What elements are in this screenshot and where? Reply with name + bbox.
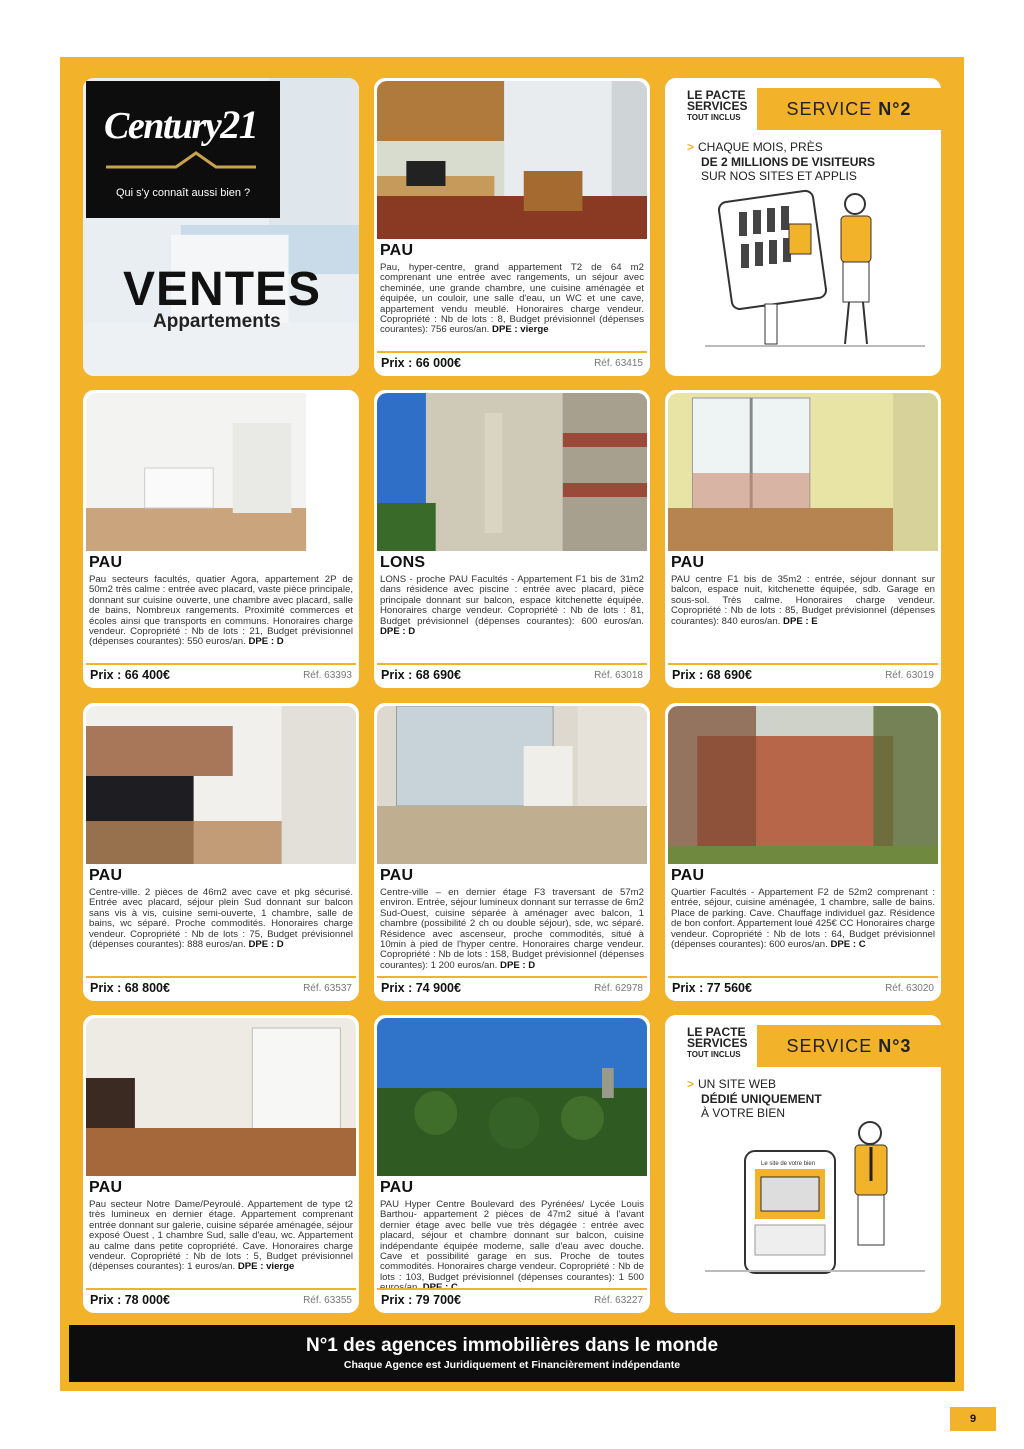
listing-card[interactable]	[80, 1012, 362, 1316]
man-presenting-website-icon	[705, 1121, 925, 1291]
dpe-rating: DPE : vierge	[492, 324, 549, 336]
service-text: > UN SITE WEB DÉDIÉ UNIQUEMENT À VOTRE BIEN	[687, 1077, 822, 1120]
listing-city: PAU	[380, 867, 414, 884]
footer-subline: Chaque Agence est Juridiquement et Financièrement indépendante	[343, 1359, 681, 1371]
listing-description: PAU Hyper Centre Boulevard des Pyrénées/ Lycée Louis Barthou- appartement 2 pièces de 47m2 situé à l'avant dernier étage avec belle vue très dégagée : entrée avec placard, séjour et chambre donnant sur balcon, cuisine indépendante équipée moderne, salle d'eau avec douche. Cave et possibilité garage en sus. Proche de toutes commodités. Honoraires charge vendeur. Copropriété : Nb de lots : 103, Budget prévisionnel (dépenses courantes): 1 500 euros/an. DPE : C	[380, 1199, 644, 1294]
dpe-rating: DPE : D	[248, 636, 284, 648]
price-bar	[668, 663, 938, 685]
footer-banner	[69, 1325, 955, 1382]
listing-price: Prix : 74 900€	[381, 981, 461, 995]
listing-photo	[86, 706, 356, 864]
listing-photo	[377, 81, 647, 239]
pacte-services-label: LE PACTE SERVICES TOUT INCLUS	[687, 1025, 748, 1059]
listing-ref: Réf. 63393	[303, 669, 352, 681]
service-card-3	[662, 1012, 944, 1316]
brand-number: 21	[220, 102, 258, 147]
listing-photo	[377, 1018, 647, 1176]
listing-ref: Réf. 63537	[303, 982, 352, 994]
listing-photo	[668, 706, 938, 864]
listing-card[interactable]	[662, 387, 944, 691]
price-bar	[377, 1288, 647, 1310]
woman-presenting-tablet-icon	[705, 184, 925, 354]
listing-city: PAU	[671, 554, 705, 571]
listing-card[interactable]	[371, 1012, 653, 1316]
service-card-2	[662, 75, 944, 379]
listing-description: PAU centre F1 bis de 35m2 : entrée, séjour donnant sur balcon, espace nuit, kitchenette équipée, sdb. Garage en sous-sol. Très calme. Honoraires charge vendeur. Copropriété : Nb de lots : 85, Budget prévisionnel (dépenses courantes): 840 euros/an. DPE : E	[671, 574, 935, 627]
listing-price: Prix : 68 690€	[672, 668, 752, 682]
listing-photo	[377, 393, 647, 551]
listing-description: Centre-ville. 2 pièces de 46m2 avec cave et pkg sécurisé. Entrée avec placard, séjour plein Sud donnant sur balcon sans vis à vis, cuisine semi-ouverte, 1 chambre, salle de bains, wc séparé. Proche commodités. Honoraires charge vendeur. Copropriété : Nb de lots : 75, Budget prévisionnel (dépenses courantes): 888 euros/an. DPE : D	[89, 887, 353, 951]
price-bar	[668, 976, 938, 998]
service-text: > CHAQUE MOIS, PRÈS DE 2 MILLIONS DE VISITEURS SUR NOS SITES ET APPLIS	[687, 140, 876, 183]
listing-city: PAU	[671, 867, 705, 884]
listing-card[interactable]	[80, 700, 362, 1004]
listing-city: PAU	[380, 242, 414, 259]
listing-price: Prix : 66 400€	[90, 668, 170, 682]
price-bar	[86, 663, 356, 685]
listing-ref: Réf. 63227	[594, 1294, 643, 1306]
screen-caption: Le site de votre bien	[761, 1161, 816, 1167]
listing-photo	[668, 393, 938, 551]
listing-city: LONS	[380, 554, 426, 571]
price-bar	[86, 976, 356, 998]
listing-photo	[86, 1018, 356, 1176]
listing-description: LONS - proche PAU Facultés - Appartement F1 bis de 31m2 dans résidence avec piscine : entrée avec placard, pièce principale donnant sur balcon, espace kitchenette équipée. Honoraires charge vendeur. Copropriété : Nb de lots : 81, Budget prévisionnel (dépenses courantes): 600 euros/an. DPE : D	[380, 574, 644, 638]
listing-price: Prix : 79 700€	[381, 1293, 461, 1307]
listing-city: PAU	[89, 554, 123, 571]
price-bar	[377, 663, 647, 685]
tagline: Qui s'y connaît aussi bien ?	[116, 187, 251, 199]
listing-ref: Réf. 62978	[594, 982, 643, 994]
listing-card[interactable]	[662, 700, 944, 1004]
listing-photo	[377, 706, 647, 864]
listing-ref: Réf. 63018	[594, 669, 643, 681]
listing-card[interactable]	[371, 387, 653, 691]
century21-logo	[86, 81, 280, 218]
listing-price: Prix : 68 800€	[90, 981, 170, 995]
brand-name: Century	[104, 105, 221, 147]
dpe-rating: DPE : D	[500, 959, 536, 971]
price-bar	[86, 1288, 356, 1310]
dpe-rating: DPE : vierge	[237, 1261, 295, 1273]
dpe-rating: DPE : D	[380, 626, 416, 638]
footer-headline: N°1 des agences immobilières dans le monde	[305, 1335, 719, 1356]
listing-ref: Réf. 63415	[594, 357, 643, 369]
listing-description: Pau, hyper-centre, grand appartement T2 de 64 m2 comprenant une entrée avec rangements, un séjour avec cheminée, une grande chambre, une cuisine aménagée et équipée, un couloir, une salle d'eau, un WC et une cave, appartement vendu meublé. Honoraires charge vendeur. Copropriété : Nb de lots : 8, Budget prévisionnel (dépenses courantes): 756 euros/an. DPE : vierge	[380, 262, 644, 336]
listing-price: Prix : 78 000€	[90, 1293, 170, 1307]
arrow-icon: >	[687, 1077, 695, 1091]
listing-price: Prix : 77 560€	[672, 981, 752, 995]
price-bar	[377, 351, 647, 373]
dpe-rating: DPE : C	[830, 939, 866, 951]
page-subtitle: Appartements	[153, 311, 281, 332]
listing-price: Prix : 66 000€	[381, 356, 461, 370]
listing-ref: Réf. 63355	[303, 1294, 352, 1306]
listing-city: PAU	[89, 867, 123, 884]
price-bar	[377, 976, 647, 998]
listing-description: Centre-ville – en dernier étage F3 traversant de 57m2 environ. Entrée, séjour lumineux donnant sur terrasse de 6m2 Sud-Ouest, cuisine séparée à aménager avec balcon, 1 chambre (possibilité 2 ch ou double séjour), sde, wc séparé. Résidence avec ascenseur, proche commodités, situé à 10min à pied de l'hyper centre. Honoraires charge vendeur. Copropriété : Nb de lots : 158, Budget prévisionnel (dépenses courantes): 1 200 euros/an. DPE : D	[380, 887, 644, 971]
listing-ref: Réf. 63020	[885, 982, 934, 994]
service-badge: SERVICE N°2	[757, 88, 941, 130]
listing-photo	[86, 393, 356, 551]
page-number: 9	[950, 1407, 996, 1431]
pacte-services-label: LE PACTE SERVICES TOUT INCLUS	[687, 88, 748, 122]
listing-city: PAU	[380, 1179, 414, 1196]
listing-ref: Réf. 63019	[885, 669, 934, 681]
intro-card	[80, 75, 362, 379]
listing-card[interactable]	[371, 700, 653, 1004]
arrow-icon: >	[687, 140, 695, 154]
listing-description: Pau secteurs facultés, quatier Agora, appartement 2P de 50m2 très calme : entrée avec placard, vaste pièce principale, donnant sur cuisine ouverte, une chambre avec placard, salle de bains, Nombreux rangements. Proximité commerces et écoles ainsi que transports en communs. Honoraires charge vendeur. Copropriété : Nb de lots : 21, Budget prévisionnel (dépenses courantes): 550 euros/an. DPE : D	[89, 574, 353, 648]
listing-description: Pau secteur Notre Dame/Peyroulé. Appartement de type t2 très lumineux en dernier étage. Appartement comprenant entrée donnant sur galerie, cuisine séparée aménagée, séjour exposé Ouest , 1 chambre Sud, salle d'eau, wc. Appartement au calme dans petite copropriété. Cave. Honoraires charge vendeur. Copropriété : Nb de lots : 5, Budget prévisionnel (dépenses courantes): 1 euros/an. DPE : vierge	[89, 1199, 354, 1273]
page-title: VENTES	[123, 263, 322, 316]
service-badge: SERVICE N°3	[757, 1025, 941, 1067]
listing-price: Prix : 68 690€	[381, 668, 461, 682]
dpe-rating: DPE : E	[783, 615, 818, 627]
listing-card[interactable]	[80, 387, 362, 691]
listing-description: Quartier Facultés - Appartement F2 de 52m2 comprenant : entrée, séjour, cuisine aménagée, 1 chambre, salle de bains. Place de parking. Cave. Chauffage individuel gaz. Résidence de bon confort. Appartement loué 425€ CC Honoraires charge vendeur. Copropriété : Nb de lots : 64, Budget prévisionnel (dépenses courantes): 600 euros/an. DPE : C	[671, 887, 935, 951]
listing-city: PAU	[89, 1179, 123, 1196]
house-roof-icon	[106, 149, 256, 173]
dpe-rating: DPE : D	[248, 939, 284, 951]
dpe-rating: DPE : C	[422, 1282, 458, 1294]
listing-card[interactable]	[371, 75, 653, 379]
